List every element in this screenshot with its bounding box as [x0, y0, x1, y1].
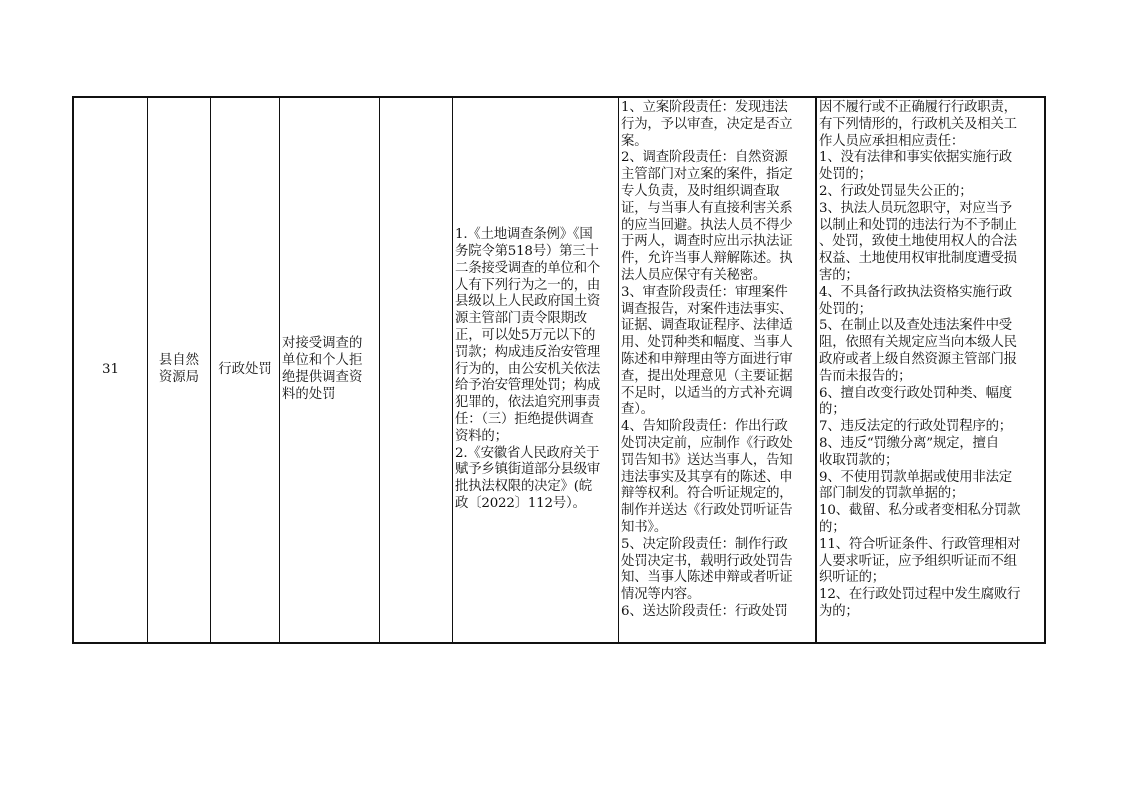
item-name-cell: 对接受调查的 单位和个人拒 绝提供调查资 料的处罚 — [282, 336, 363, 402]
row-number: 31 — [101, 361, 120, 377]
power-list-table — [72, 96, 1046, 644]
responsibility-cell: 1、立案阶段责任：发现违法 行为，予以审查，决定是否立 案。 2、调查阶段责任：自然资源 主管部门对立案的案件，指定 专人负责，及时组织调查取 证，与当事人有直接利害关系 的应当回避。执法人员不得少 于两人，调查时应出示执法证 件，允许当事人辩解陈述。执 法人员应保守有关秘密。 3、审查阶段责任：审理案件 调查报告，对案件违法事实、 证据、调查取证程序、法律适 用、处罚种类和幅度、当事人 陈述和申辩理由等方面进行审 查，提出处理意见（主要证据 不足时，以适当的方式补充调 查）。 4、告知阶段责任：作出行政 处罚决定前，应制作《行政处 罚告知书》送达当事人，告知 违法事实及其享有的陈述、申 辩等权利。符合听证规定的， 制作并送达《行政处罚听证告 知书》。 5、决定阶段责任：制作行政 处罚决定书，载明行政处罚告 知、当事人陈述申辩或者听证 情况等内容。 6、送达阶段责任：行政处罚 — [621, 100, 793, 619]
sub-item-cell — [380, 98, 452, 642]
category-cell: 行政处罚 — [218, 361, 272, 377]
accountability-cell: 因不履行或不正确履行行政职责， 有下列情形的，行政机关及相关工 作人员应承担相应责任： 1、没有法律和事实依据实施行政 处罚的； 2、行政处罚显失公正的； 3、执法人员玩忽职守，对应当予 以制止和处罚的违法行为不予制止 、处罚，致使土地使用权人的合法 权益、土地使用权审批制度遭受损 害的； 4、不具备行政执法资格实施行政 处罚的； 5、在制止以及查处违法案件中受 阻，依照有关规定应当向本级人民 政府或者上级自然资源主管部门报 告而未报告的； 6、擅自改变行政处罚种类、幅度 的； 7、违反法定的行政处罚程序的； 8、违反“罚缴分离”规定，擅自 收取罚款的； 9、不使用罚款单据或使用非法定 部门制发的罚款单据的； 10、截留、私分或者变相私分罚款 的； 11、符合听证条件、行政管理相对 人要求听证，应予组织听证而不组 织听证的； 12、在行政处罚过程中发生腐败行 为的； — [819, 100, 1021, 619]
legal-basis-cell: 1.《土地调查条例》《国 务院令第518号）第三十 二条接受调查的单位和个 人有下列行为之一的，由 县级以上人民政府国土资 源主管部门责令限期改 正，可以处5万元以下的 罚款；构成违反治安管理 行为的，由公安机关依法 给予治安管理处罚；构成 犯罪的，依法追究刑事责 任：（三）拒绝提供调查 资料的； 2.《安徽省人民政府关于 赋予乡镇街道部分县级审 批执法权限的决定》(皖 政〔2022〕112号）。 — [455, 227, 601, 511]
department-cell: 县自然 资源局 — [158, 353, 200, 385]
